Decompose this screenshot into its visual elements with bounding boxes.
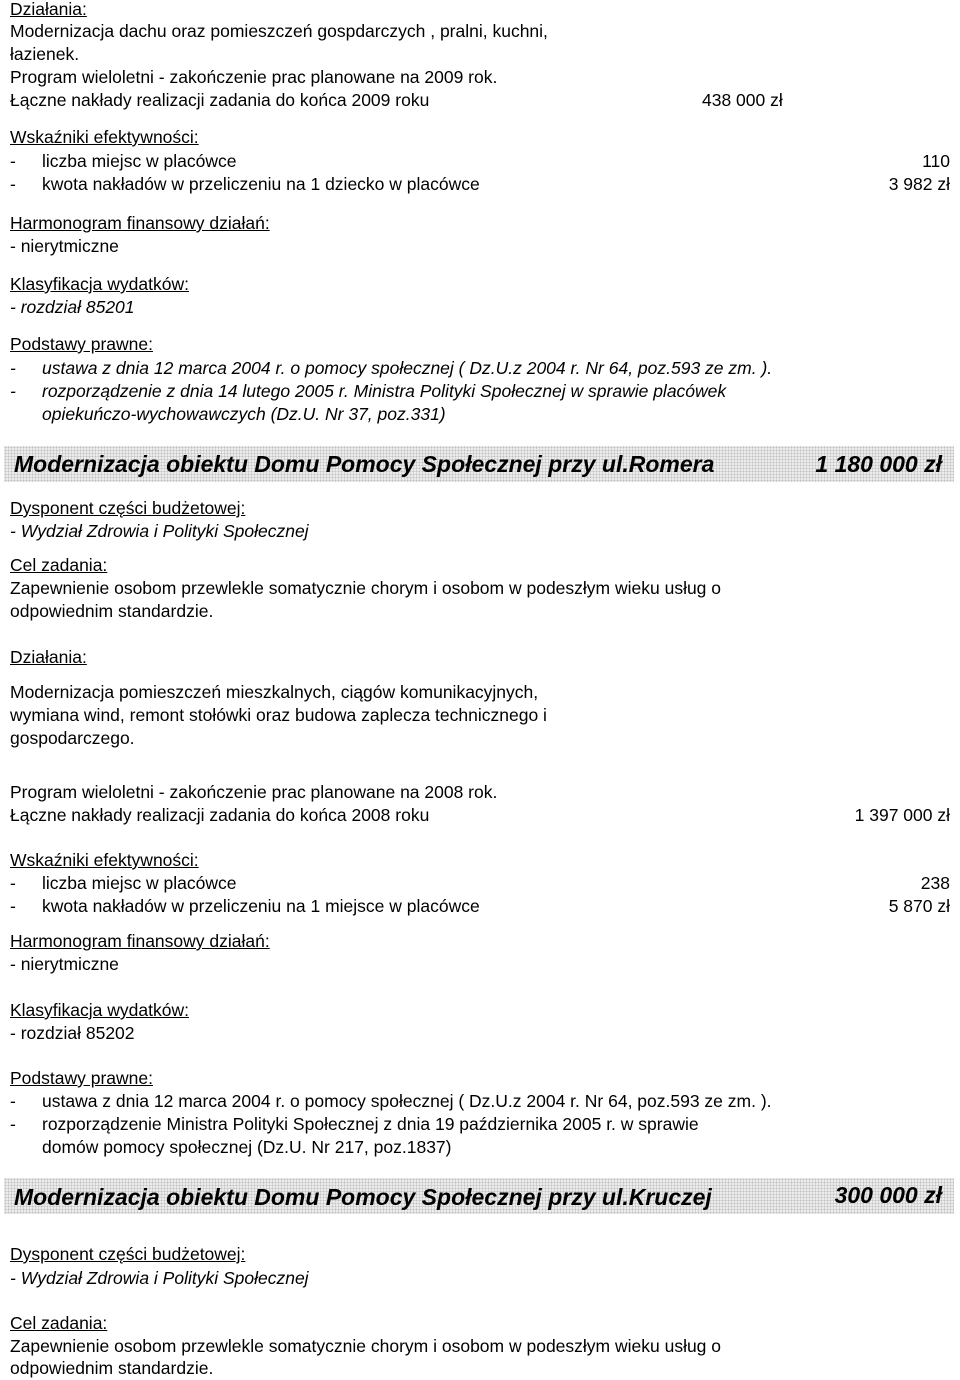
list-dash: -	[10, 151, 16, 171]
list-dash: -	[10, 1114, 16, 1134]
podstawa-line: ustawa z dnia 12 marca 2004 r. o pomocy społecznej ( Dz.U.z 2004 r. Nr 64, poz.593 ze zm. ).	[42, 1091, 772, 1111]
klasyfikacja-heading: Klasyfikacja wydatków:	[10, 1000, 189, 1020]
dzialania-heading: Działania:	[10, 647, 87, 667]
podstawa-line: domów pomocy społecznej (Dz.U. Nr 217, poz.1837)	[42, 1137, 452, 1157]
podstawy-heading: Podstawy prawne:	[10, 1068, 153, 1088]
harmonogram-value: - nierytmiczne	[10, 236, 119, 256]
list-dash: -	[10, 873, 16, 893]
podstawy-heading: Podstawy prawne:	[10, 334, 153, 354]
dysponent-value: - Wydział Zdrowia i Polityki Społecznej	[10, 1268, 309, 1288]
cel-line: Zapewnienie osobom przewlekle somatycznie chorym i osobom w podeszłym wieku usług o	[10, 1336, 722, 1356]
cel-line: Zapewnienie osobom przewlekle somatycznie chorym i osobom w podeszłym wieku usług o	[10, 578, 722, 598]
project-title-band	[4, 446, 954, 482]
cel-line: odpowiednim standardzie.	[10, 601, 214, 621]
harmonogram-value: - nierytmiczne	[10, 954, 119, 974]
list-dash: -	[10, 1091, 16, 1111]
wskaznik-value: 110	[922, 151, 950, 171]
dzialania-line: gospodarczego.	[10, 728, 135, 748]
cel-heading: Cel zadania:	[10, 1313, 108, 1333]
klasyfikacja-heading: Klasyfikacja wydatków:	[10, 274, 189, 294]
klasyfikacja-value: - rozdział 85202	[10, 1023, 135, 1043]
dzialania-line: łazienek.	[10, 44, 80, 64]
harmonogram-heading: Harmonogram finansowy działań:	[10, 213, 270, 233]
wskaznik-value: 238	[920, 873, 950, 893]
wskaznik-label: kwota nakładów w przeliczeniu na 1 dziecko w placówce	[42, 174, 480, 194]
project-amount: 1 180 000 zł	[815, 451, 942, 477]
list-dash: -	[10, 358, 16, 378]
dzialania-line: Modernizacja pomieszczeń mieszkalnych, ciągów komunikacyjnych,	[10, 682, 539, 702]
dzialania-line: Modernizacja dachu oraz pomieszczeń gospdarczych , pralni, kuchni,	[10, 21, 548, 41]
naklady-value: 438 000 zł	[702, 90, 783, 110]
podstawa-line: opiekuńczo-wychowawczych (Dz.U. Nr 37, poz.331)	[42, 404, 446, 424]
dysponent-value: - Wydział Zdrowia i Polityki Społecznej	[10, 521, 309, 541]
list-dash: -	[10, 174, 16, 194]
project-title: Modernizacja obiektu Domu Pomocy Społecznej przy ul.Romera	[14, 451, 715, 477]
podstawa-line: ustawa z dnia 12 marca 2004 r. o pomocy społecznej ( Dz.U.z 2004 r. Nr 64, poz.593 ze zm. ).	[42, 358, 773, 378]
wskaznik-label: liczba miejsc w placówce	[42, 873, 237, 893]
naklady-label: Łączne nakłady realizacji zadania do końca 2008 roku	[10, 805, 430, 825]
naklady-value: 1 397 000 zł	[854, 805, 950, 825]
wskaznik-label: kwota nakładów w przeliczeniu na 1 miejsce w placówce	[42, 896, 480, 916]
harmonogram-heading: Harmonogram finansowy działań:	[10, 931, 270, 951]
list-dash: -	[10, 896, 16, 916]
wskaznik-label: liczba miejsc w placówce	[42, 151, 237, 171]
program-line: Program wieloletni - zakończenie prac planowane na 2008 rok.	[10, 782, 498, 802]
dysponent-heading: Dysponent części budżetowej:	[10, 498, 246, 518]
klasyfikacja-value: - rozdział 85201	[10, 297, 135, 317]
dzialania-heading: Działania:	[10, 0, 87, 19]
dzialania-line: wymiana wind, remont stołówki oraz budowa zaplecza technicznego i	[10, 705, 547, 725]
dysponent-heading: Dysponent części budżetowej:	[10, 1244, 246, 1264]
cel-heading: Cel zadania:	[10, 555, 108, 575]
list-dash: -	[10, 381, 16, 401]
wskazniki-heading: Wskaźniki efektywności:	[10, 127, 199, 147]
wskaznik-value: 5 870 zł	[888, 896, 950, 916]
naklady-label: Łączne nakłady realizacji zadania do końca 2009 roku	[10, 90, 430, 110]
cel-line: odpowiednim standardzie.	[10, 1358, 214, 1378]
wskaznik-value: 3 982 zł	[888, 174, 950, 194]
project-title-band	[4, 1178, 954, 1214]
wskazniki-heading: Wskaźniki efektywności:	[10, 850, 199, 870]
project-amount: 300 000 zł	[834, 1182, 942, 1208]
dzialania-line: Program wieloletni - zakończenie prac planowane na 2009 rok.	[10, 67, 498, 87]
podstawa-line: rozporządzenie z dnia 14 lutego 2005 r. Ministra Polityki Społecznej w sprawie placówek	[42, 381, 727, 401]
project-title: Modernizacja obiektu Domu Pomocy Społecznej przy ul.Kruczej	[14, 1184, 712, 1210]
podstawa-line: rozporządzenie Ministra Polityki Społecznej z dnia 19 października 2005 r. w sprawie	[42, 1114, 699, 1134]
